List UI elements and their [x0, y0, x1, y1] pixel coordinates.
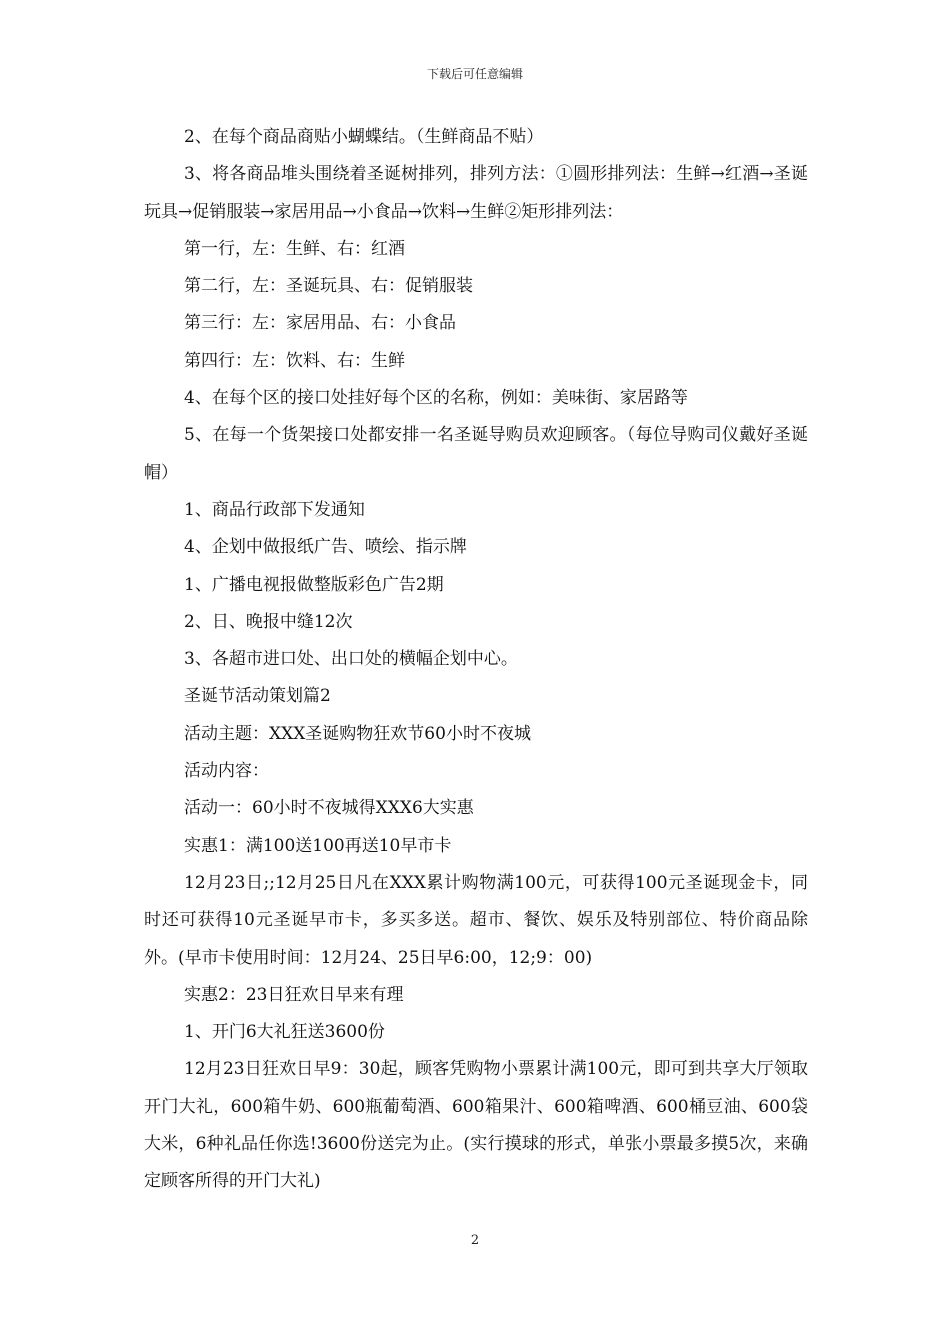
paragraph: 2、日、晚报中缝12次 — [184, 611, 353, 632]
page-header: 下载后可任意编辑 — [426, 67, 523, 81]
paragraph: 3、各超市进口处、出口处的横幅企划中心。 — [184, 649, 518, 670]
paragraph: 活动一：60小时不夜城得XXX6大实惠 — [184, 798, 474, 819]
paragraph: 活动内容： — [184, 761, 269, 782]
paragraph: 3、将各商品堆头围绕着圣诞树排列，排列方法：①圆形排列法：生鲜→红酒→圣诞玩具→促销服装→家居用品→小食品→饮料→生鲜②矩形排列法： — [144, 164, 808, 222]
paragraph: 12月23日;;12月25日凡在XXX累计购物满100元，可获得100元圣诞现金卡，同时还可获得10元圣诞早市卡，多买多送。超市、餐饮、娱乐及特别部位、特价商品除外。(早市卡使用时间：12月24、25日早6:00，12;9：00) — [144, 872, 808, 968]
page-number: 2 — [470, 1233, 480, 1248]
paragraph: 1、广播电视报做整版彩色广告2期 — [184, 574, 444, 595]
paragraph: 实惠1：满100送100再送10早市卡 — [184, 835, 452, 856]
paragraph: 第四行：左：饮料、右：生鲜 — [184, 350, 405, 371]
paragraph: 4、企划中做报纸广告、喷绘、指示牌 — [184, 537, 467, 558]
paragraph: 4、在每个区的接口处挂好每个区的名称，例如：美味街、家居路等 — [184, 388, 688, 409]
paragraph: 第二行，左：圣诞玩具、右：促销服装 — [184, 276, 473, 297]
paragraph: 1、开门6大礼狂送3600份 — [184, 1022, 385, 1043]
paragraph: 实惠2：23日狂欢日早来有理 — [184, 984, 404, 1005]
paragraph: 1、商品行政部下发通知 — [184, 499, 365, 520]
document-body — [144, 119, 808, 1201]
paragraph: 12月23日狂欢日早9：30起，顾客凭购物小票累计满100元，即可到共享大厅领取开门大礼，600箱牛奶、600瓶葡萄酒、600箱果汁、600箱啤酒、600桶豆油、600袋大米，6种礼品任你选!3600份送完为止。(实行摸球的形式，单张小票最多摸5次，来确定顾客所得的开门大礼) — [144, 1059, 808, 1192]
paragraph: 5、在每一个货架接口处都安排一名圣诞导购员欢迎顾客。（每位导购司仪戴好圣诞帽） — [144, 425, 808, 483]
section-heading: 圣诞节活动策划篇2 — [184, 686, 331, 707]
paragraph: 第三行：左：家居用品、右：小食品 — [184, 313, 456, 334]
paragraph: 活动主题：XXX圣诞购物狂欢节60小时不夜城 — [184, 723, 531, 744]
paragraph: 第一行，左：生鲜、右：红酒 — [184, 238, 405, 259]
paragraph: 2、在每个商品商贴小蝴蝶结。（生鲜商品不贴） — [184, 127, 544, 147]
